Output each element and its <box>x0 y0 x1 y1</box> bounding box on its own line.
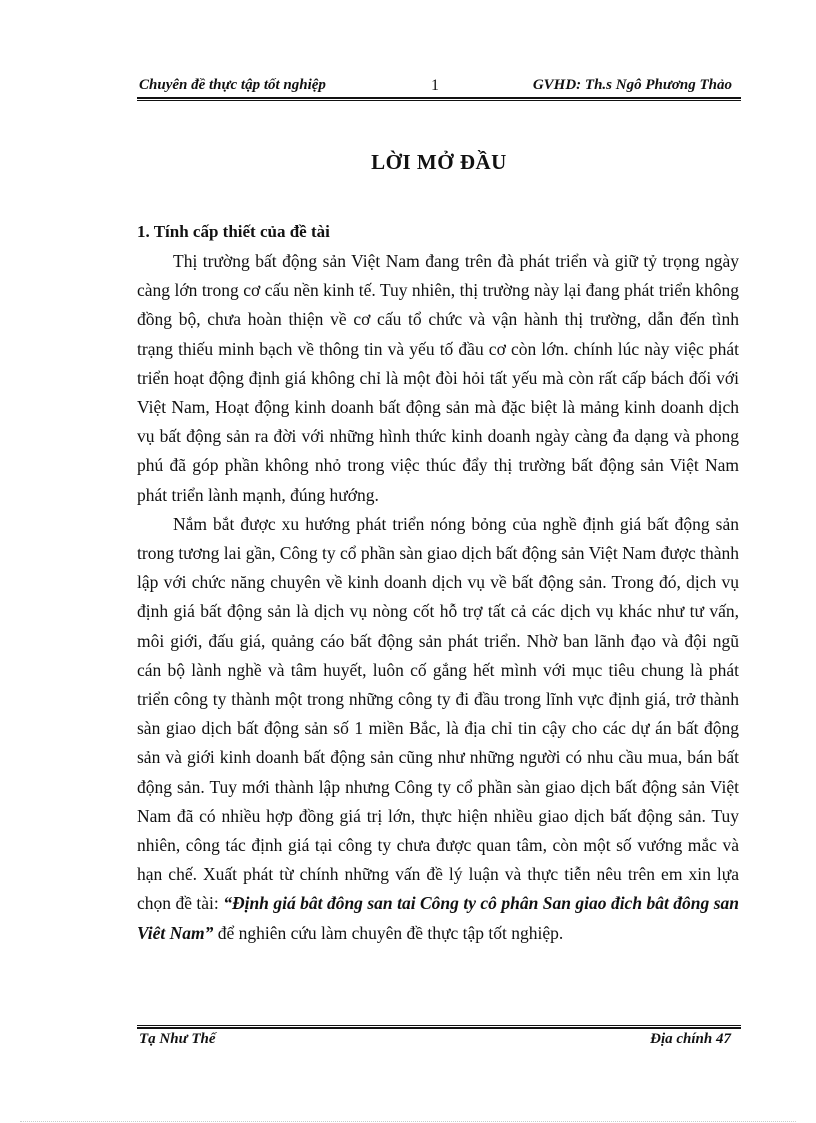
footer-divider-thin <box>137 1025 741 1026</box>
section-heading: 1. Tính cấp thiết của đề tài <box>137 222 330 241</box>
header-divider-thin <box>137 100 741 101</box>
page-title: LỜI MỞ ĐẦU <box>371 150 507 174</box>
paragraph-2-main: Nắm bắt được xu hướng phát triển nóng bỏng của nghề định giá bất động sản trong tương lai gần, Công ty cổ phần sàn giao dịch bất động sản Việt Nam được thành lập với chức năng chuyên về kinh doanh dịch vụ về bất động sản. Trong đó, dịch vụ định giá bất động sản là dịch vụ nòng cốt hỗ trợ tất cả các dịch vụ khác như tư vấn, môi giới, đấu giá, quảng cáo bất động sản phát triển. Nhờ ban lãnh đạo và đội ngũ cán bộ lành nghề và tâm huyết, luôn cố gắng hết mình với mục tiêu chung là phát triển công ty thành một trong những công ty đi đầu trong lĩnh vực định giá, trở thành sàn giao dịch bất động sản số 1 miền Bắc, là địa chỉ tin cậy cho các dự án bất động sản và giới kinh doanh bất động sản cũng như những người có nhu cầu mua, bán bất động sản. Tuy mới thành lập nhưng Công ty cổ phần sàn giao dịch bất động sản Việt Nam đã có nhiều hợp đồng giá trị lớn, thực hiện nhiều giao dịch bất động sản. Tuy nhiên, công tác định giá tại công ty chưa được quan tâm, còn một số vướng mắc và hạn chế. Xuất phát từ chính những vấn đề lý luận và thực tiễn nêu trên em xin lựa chọn đề tài: <box>137 513 739 914</box>
page-edge-dots <box>20 1121 796 1122</box>
thesis-topic: “Định giá bât đông san tai Công ty cô phân San giao đich bât đông san Viêt Nam” <box>137 893 739 943</box>
footer-author: Tạ Như Thế <box>139 1031 216 1047</box>
footer-class: Địa chính 47 <box>650 1031 731 1047</box>
body-text <box>137 247 739 948</box>
footer-divider-thick <box>137 1027 741 1029</box>
paragraph-2 <box>137 510 739 948</box>
paragraph-1: Thị trường bất động sản Việt Nam đang trên đà phát triển và giữ tỷ trọng ngày càng lớn trong cơ cấu nền kinh tế. Tuy nhiên, thị trường này lại đang phát triển không đồng bộ, chưa hoàn thiện về cơ cấu tổ chức và vận hành thị trường, dẫn đến tình trạng thiếu minh bạch về thông tin và yếu tố đầu cơ còn lớn. chính lúc này việc phát triển hoạt động định giá không chỉ là một đòi hỏi tất yếu mà còn rất cấp bách đối với Việt Nam, Hoạt động kinh doanh bất động sản mà đặc biệt là mảng kinh doanh dịch vụ bất động sản ra đời với những hình thức kinh doanh ngày càng đa dạng và phong phú đã góp phần không nhỏ trong việc thúc đẩy thị trường bất động sản Việt Nam phát triển lành mạnh, đúng hướng. <box>137 251 739 505</box>
page-number: 1 <box>431 77 439 94</box>
header-advisor: GVHD: Th.s Ngô Phương Thảo <box>532 77 732 93</box>
paragraph-2-end: để nghiên cứu làm chuyên đề thực tập tốt nghiệp. <box>213 922 564 943</box>
header-divider-thick <box>137 97 741 99</box>
header-course-title: Chuyên đề thực tập tốt nghiệp <box>139 77 326 93</box>
page-header <box>137 77 740 97</box>
